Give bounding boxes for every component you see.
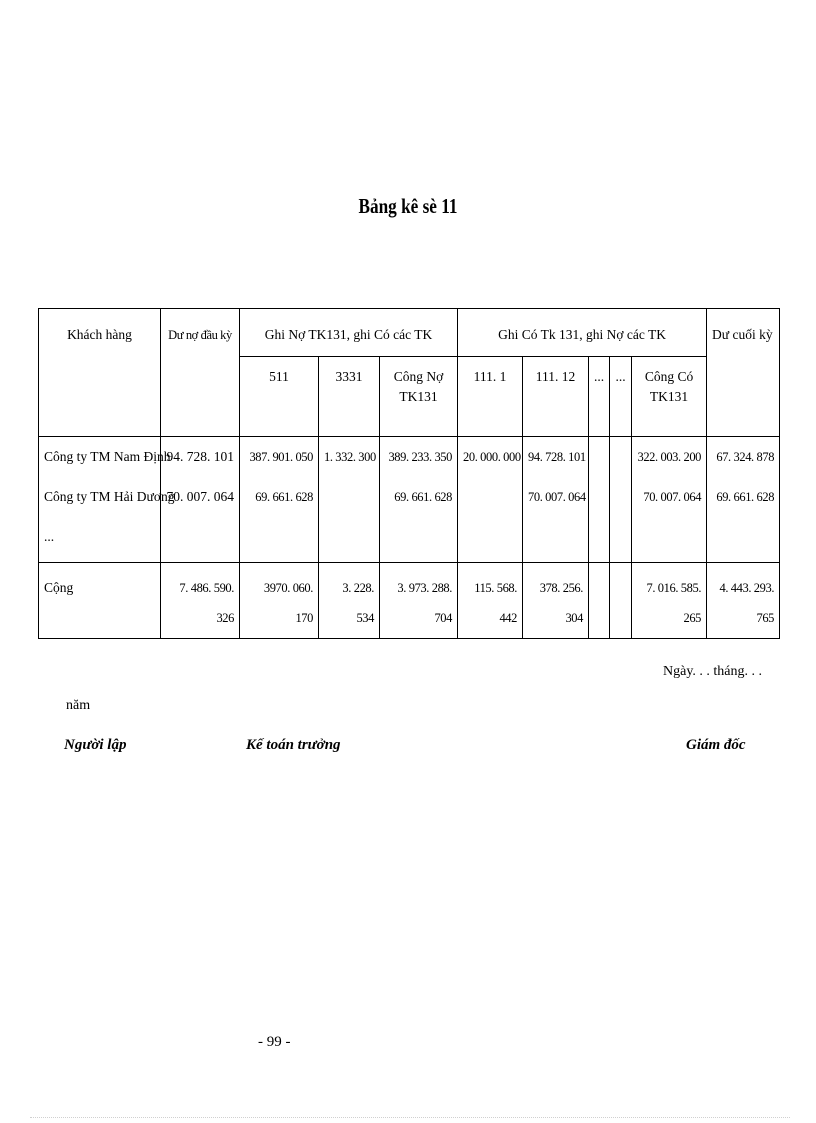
total-row [39, 563, 780, 639]
opening-value: 94. 728. 101 [166, 449, 234, 464]
c3331-cell [319, 437, 380, 563]
total-dots-2 [610, 563, 632, 639]
total-label: Cộng [39, 563, 161, 639]
page-bottom-divider [30, 1117, 790, 1118]
more-rows: ... [44, 529, 55, 544]
c11112-value: 94. 728. 101 [528, 450, 586, 464]
header-511: 511 [240, 357, 319, 437]
header-cong-co [632, 357, 707, 437]
header-dots-1: ... [589, 357, 610, 437]
summary-table [38, 308, 780, 639]
total-opening-line1: 7. 486. 590. [179, 581, 234, 595]
header-cong-no [380, 357, 458, 437]
header-cong-co-line2: TK131 [649, 389, 689, 404]
header-debit-group: Ghi Nợ TK131, ghi Có các TK [240, 309, 458, 357]
total-closing [707, 563, 780, 639]
header-3331: 3331 [319, 357, 380, 437]
page-number: - 99 - [258, 1034, 291, 1050]
closing-value: 69. 661. 628 [716, 490, 775, 504]
total-opening-line2: 326 [216, 611, 234, 625]
c511-value: 69. 661. 628 [255, 490, 313, 504]
customer-cell [39, 437, 175, 563]
c1111-value [463, 477, 517, 517]
c3331-value [324, 477, 374, 517]
opening-cell [161, 437, 240, 563]
header-closing: Dư cuối kỳ [707, 309, 780, 437]
total-cong-no [380, 563, 458, 639]
document-title: Bảng kê sè 11 [358, 194, 458, 218]
total-closing-line1: 4. 443. 293. [719, 581, 775, 595]
c1111-cell [458, 437, 523, 563]
year-line: năm [66, 698, 91, 713]
header-cong-no-line2: TK131 [399, 389, 438, 404]
cong-no-value: 389. 233. 350 [388, 450, 452, 464]
cong-no-cell [380, 437, 458, 563]
total-3331: 3. 228. 534 [319, 563, 380, 639]
signature-preparer: Người lập [64, 737, 127, 753]
header-1111: 111. 1 [458, 357, 523, 437]
cong-co-value: 70. 007. 064 [643, 490, 702, 504]
signature-chief-accountant: Kế toán trưởng [246, 737, 341, 753]
total-cong-no-line2: 704 [434, 611, 452, 625]
date-line: Ngày. . . tháng. . . [663, 664, 763, 679]
total-11112-line1: 378. 256. [539, 581, 583, 595]
header-opening: Dư nợ đầu kỳ [161, 309, 240, 437]
total-1111-line1: 115. 568. [474, 581, 517, 595]
total-cong-co [632, 563, 707, 639]
cong-co-value: 322. 003. 200 [637, 450, 702, 464]
closing-value: 67. 324. 878 [716, 450, 775, 464]
total-11112-line2: 304 [565, 611, 583, 625]
signature-director: Giám đốc [686, 737, 746, 753]
customer-name: Công ty TM Hải Dương [44, 489, 175, 504]
cong-no-value: 69. 661. 628 [394, 490, 452, 504]
total-dots-1 [589, 563, 610, 639]
total-opening [161, 563, 240, 639]
total-cong-no-line1: 3. 973. 288. [397, 581, 452, 595]
total-closing-line2: 765 [756, 611, 775, 625]
c11112-value: 70. 007. 064 [528, 490, 586, 504]
total-1111 [458, 563, 523, 639]
header-11112: 111. 12 [523, 357, 589, 437]
header-dots-2: ... [610, 357, 632, 437]
customer-name: Công ty TM Nam Định [44, 449, 171, 464]
dots-2-cell [610, 437, 632, 563]
total-cong-co-line2: 265 [683, 611, 702, 625]
c511-cell [240, 437, 319, 563]
c11112-cell [523, 437, 589, 563]
opening-value: 70. 007. 064 [166, 489, 234, 504]
header-cong-no-line1: Công Nợ [393, 369, 444, 384]
closing-cell [707, 437, 780, 563]
cong-co-cell [632, 437, 707, 563]
total-1111-line2: 442 [499, 611, 517, 625]
table-body-row [39, 437, 780, 563]
total-11112 [523, 563, 589, 639]
c3331-value: 1. 332. 300 [324, 450, 376, 464]
header-cong-co-line1: Công Có [644, 369, 694, 384]
dots-1-cell [589, 437, 610, 563]
header-customer: Khách hàng [39, 309, 161, 437]
c511-value: 387. 901. 050 [249, 450, 313, 464]
total-511: 3970. 060. 170 [240, 563, 319, 639]
total-cong-co-line1: 7. 016. 585. [646, 581, 702, 595]
c1111-value: 20. 000. 000 [463, 450, 521, 464]
header-credit-group: Ghi Có Tk 131, ghi Nợ các TK [458, 309, 707, 357]
